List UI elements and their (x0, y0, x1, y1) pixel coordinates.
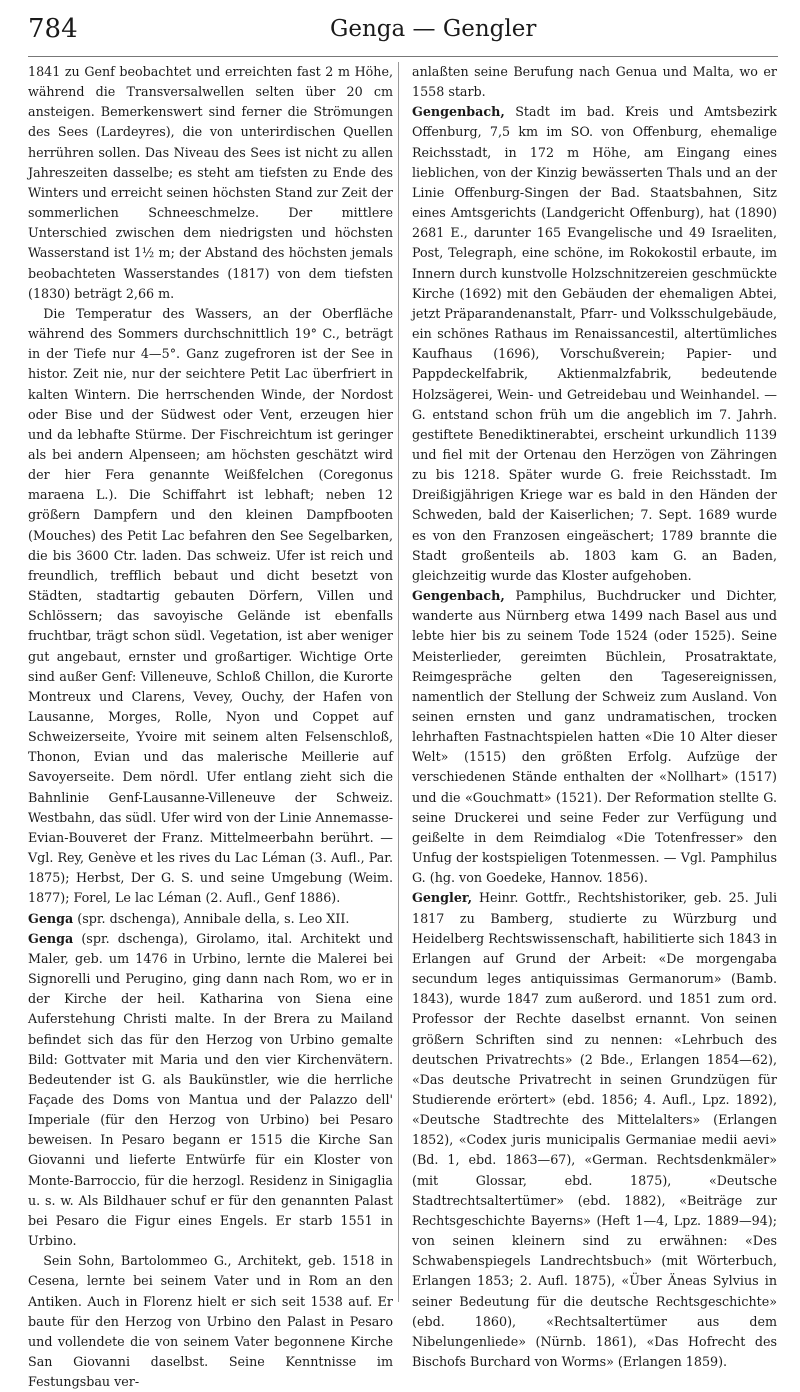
left-column (28, 62, 393, 1390)
entry-text: Pamphilus, Buchdrucker und Dichter, wanderte aus Nürnberg etwa 1499 nach Basel aus und lebte hier bis zu seinem Tode 1524 (oder 1525). Seine Meisterlieder, gereimten Büchlein, Prosatraktate, Reimgespräche gelten den Tagesereignissen, namentlich der Stellung der Schweiz zum Ausland. Von seinen ernsten und ganz undramatischen, trocken lehrhaften Fastnachtspielen hatten «Die 10 Alter dieser Welt» (1515) den größten Erfolg. Aufzüge der verschiedenen Stände enthalten der «Nollhart» (1517) und die «Gouchmatt» (1521). Der Reformation stellte G. seine Druckerei und seine Feder zur Verfügung und geißelte in dem Reimdialog «Die Totenfresser» den Unfug der kostspieligen Totenmessen. — Vgl. Pamphilus G. (hg. von Goedeke, Hannov. 1856). (412, 588, 777, 886)
paragraph-bartolommeo: Sein Sohn, Bartolommeo G., Architekt, geb. 1518 in Cesena, lernte bei seinem Vater und in Rom an den Antiken. Auch in Florenz hielt er sich seit 1538 auf. Er baute für den Herzog von Urbino den Palast in Pesaro und vollendete die von seinem Vater begonnene Kirche San Giovanni daselbst. Seine Kenntnisse im Festungsbau ver- (28, 1253, 393, 1390)
entry-headword: Gengenbach, (412, 104, 505, 120)
header-rule (28, 56, 778, 57)
entry-headword: Genga (28, 910, 74, 926)
entry-text: (spr. dschenga), Girolamo, ital. Architekt und Maler, geb. um 1476 in Urbino, lernte die Malerei bei Signorelli und Perugino, ging dann nach Rom, wo er in der Kirche der heil. Katharina von Siena eine Auferstehung Christi malte. In der Brera zu Mailand befindet sich das für den Herzog von Urbino gemalte Bild: Gottvater mit Maria und den vier Kirchenvätern. Bedeutender ist G. als Baukünstler, wie die herrliche Façade des Doms von Mantua und der Palazzo dell' Imperiale (für den Herzog von Urbino) bei Pesaro beweisen. In Pesaro begann er 1515 die Kirche San Giovanni und lieferte Entwürfe für ein Kloster von Monte-Barroccio, für die herzogl. Residenz in Sinigaglia u. s. w. Als Bildhauer schuf er für den genannten Palast bei Pesaro die Figur eines Engels. Er starb 1551 in Urbino. (28, 930, 393, 1249)
entry-gengenbach-pamphilus (412, 586, 777, 888)
entry-text: Heinr. Gottfr., Rechtshistoriker, geb. 25. Juli 1817 zu Bamberg, studierte zu Würzburg und Heidelberg Rechtswissenschaft, habilitierte sich 1843 in Erlangen auf Grund der Arbeit: «De morgengaba secundum leges antiquissimas Germanorum» (Bamb. 1843), wurde 1847 zum außerord. und 1851 zum ord. Professor der Rechte daselbst ernannt. Von seinen größern Schriften sind zu nennen: «Lehrbuch des deutschen Privatrechts» (2 Bde., Erlangen 1854—62), «Das deutsche Privatrecht in seinen Grundzügen für Studierende erörtert» (ebd. 1856; 4. Aufl., Lpz. 1892), «Deutsche Stadtrechte des Mittelalters» (Erlangen 1852), «Codex juris municipalis Germaniae medii aevi» (Bd. 1, ebd. 1863—67), «German. Rechtsdenkmäler» (mit Glossar, ebd. 1875), «Deutsche Stadtrechtsaltertümer» (ebd. 1882), «Beiträge zur Rechtsgeschichte Bayerns» (Heft 1—4, Lpz. 1889—94); von seinen kleinern sind zu erwähnen: «Des Schwabenspiegels Landrechtsbuch» (mit Wörterbuch, Erlangen 1853; 2. Aufl. 1875), «Über Äneas Sylvius in seiner Bedeutung für die deutsche Rechtsgeschichte» (ebd. 1860), «Rechtsaltertümer aus dem Nibelungenliede» (Nürnb. 1861), «Das Hofrecht des Bischofs Burchard von Worms» (Erlangen 1859). (412, 890, 777, 1369)
paragraph-lake-temperature: Die Temperatur des Wassers, an der Oberfläche während des Sommers durchschnittlich 19° C., beträgt in der Tiefe nur 4—5°. Ganz zugefroren ist der See in histor. Zeit nie, nur der seichtere Petit Lac überfriert in kalten Wintern. Die herrschenden Winde, der Nordost oder Bise und der Südwest oder Vent, erzeugen hier und da lebhafte Stürme. Der Fischreichtum ist geringer als bei andern Alpenseen; am höchsten geschätzt wird der hier Fera genannte Weißfelchen (Coregonus maraena L.). Die Schiffahrt ist lebhaft; neben 12 größern Dampfern und den kleinen Dampfbooten (Mouches) des Petit Lac befahren den See Segelbarken, die bis 3600 Ctr. laden. Das schweiz. Ufer ist reich und freundlich, trefflich bebaut und dicht besetzt von Städten, stadtartig gebauten Dörfern, Villen und Schlössern; das savoyische Gelände ist ebenfalls fruchtbar, trägt schon südl. Vegetation, ist aber weniger gut angebaut, ernster und großartiger. Wichtige Orte sind außer Genf: Villeneuve, Schloß Chillon, die Kurorte Montreux und Clarens, Vevey, Ouchy, der Hafen von Lausanne, Morges, Rolle, Nyon und Coppet auf Schweizerseite, Yvoire mit seinem alten Felsenschloß, Thonon, Evian und das malerische Meillerie auf Savoyerseite. Dem nördl. Ufer entlang zieht sich die Bahnlinie Genf-Lausanne-Villeneuve der Schweiz. Westbahn, das südl. Ufer wird von der Linie Annemasse-Evian-Bouveret der Franz. Mittelmeerbahn berührt. — Vgl. Rey, Genève et les rives du Lac Léman (3. Aufl., Par. 1875); Herbst, Der G. S. und seine Umgebung (Weim. 1877); Forel, Le lac Léman (2. Aufl., Genf 1886). (28, 305, 393, 906)
running-head: Genga — Gengler (330, 16, 537, 42)
entry-genga-girolamo (28, 929, 393, 1252)
paragraph-continuation: anlaßten seine Berufung nach Genua und Malta, wo er 1558 starb. (412, 64, 777, 100)
entry-headword: Gengler, (412, 890, 473, 906)
entry-genga-annibale (28, 909, 393, 929)
entry-gengler (412, 888, 777, 1372)
page-header (0, 0, 800, 56)
column-divider (398, 62, 399, 1302)
entry-headword: Gengenbach, (412, 588, 505, 604)
page-number: 784 (28, 14, 78, 44)
entry-text: Stadt im bad. Kreis und Amtsbezirk Offenburg, 7,5 km im SO. von Offenburg, ehemalige Reichsstadt, in 172 m Höhe, am Eingang eines lieblichen, von der Kinzig bewässerten Thals und an der Linie Offenburg-Singen der Bad. Staatsbahnen, Sitz eines Amtsgerichts (Landgericht Offenburg), hat (1890) 2681 E., darunter 165 Evangelische und 49 Israeliten, Post, Telegraph, eine schöne, im Rokokostil erbaute, im Innern durch kunstvolle Holzschnitzereien geschmückte Kirche (1692) mit den Gebäuden der ehemaligen Abtei, jetzt Präparandenanstalt, Pfarr- und Volksschulgebäude, ein schönes Rathaus im Renaissancestil, altertümliches Kaufhaus (1696), Vorschußverein; Papier- und Pappdeckelfabrik, Aktienmalzfabrik, bedeutende Holzsägerei, Wein- und Getreidebau und Weinhandel. — G. entstand schon früh um die angeblich im 7. Jahrh. gestiftete Benediktinerabtei, erscheint urkundlich 1139 und fiel mit der Ortenau den Herzögen von Zähringen zu bis 1218. Später wurde G. freie Reichsstadt. Im Dreißigjährigen Kriege war es bald in den Händen der Schweden, bald der Kaiserlichen; 7. Sept. 1689 wurde es von den Franzosen eingeäschert; 1789 brannte die Stadt großenteils ab. 1803 kam G. an Baden, gleichzeitig wurde das Kloster aufgehoben. (412, 104, 777, 583)
entry-headword: Genga (28, 930, 74, 946)
entry-gengenbach-town (412, 102, 777, 586)
entry-text: (spr. dschenga), Annibale della, s. Leo XII. (73, 910, 350, 926)
right-column (412, 62, 777, 1369)
paragraph-lake-waves: 1841 zu Genf beobachtet und erreichten fast 2 m Höhe, während die Transversalwellen selten über 20 cm ansteigen. Bemerkenswert sind ferner die Strömungen des Sees (Lardeyres), die von unterirdischen Quellen herrühren sollen. Das Niveau des Sees ist nicht zu allen Jahreszeiten dasselbe; es steht am tiefsten zu Ende des Winters und erreicht seinen höchsten Stand zur Zeit der sommerlichen Schneeschmelze. Der mittlere Unterschied zwischen dem niedrigsten und höchsten Wasserstand ist 1½ m; der Abstand des höchsten jemals beobachteten Wasserstandes (1817) von dem tiefsten (1830) beträgt 2,66 m. (28, 64, 393, 301)
